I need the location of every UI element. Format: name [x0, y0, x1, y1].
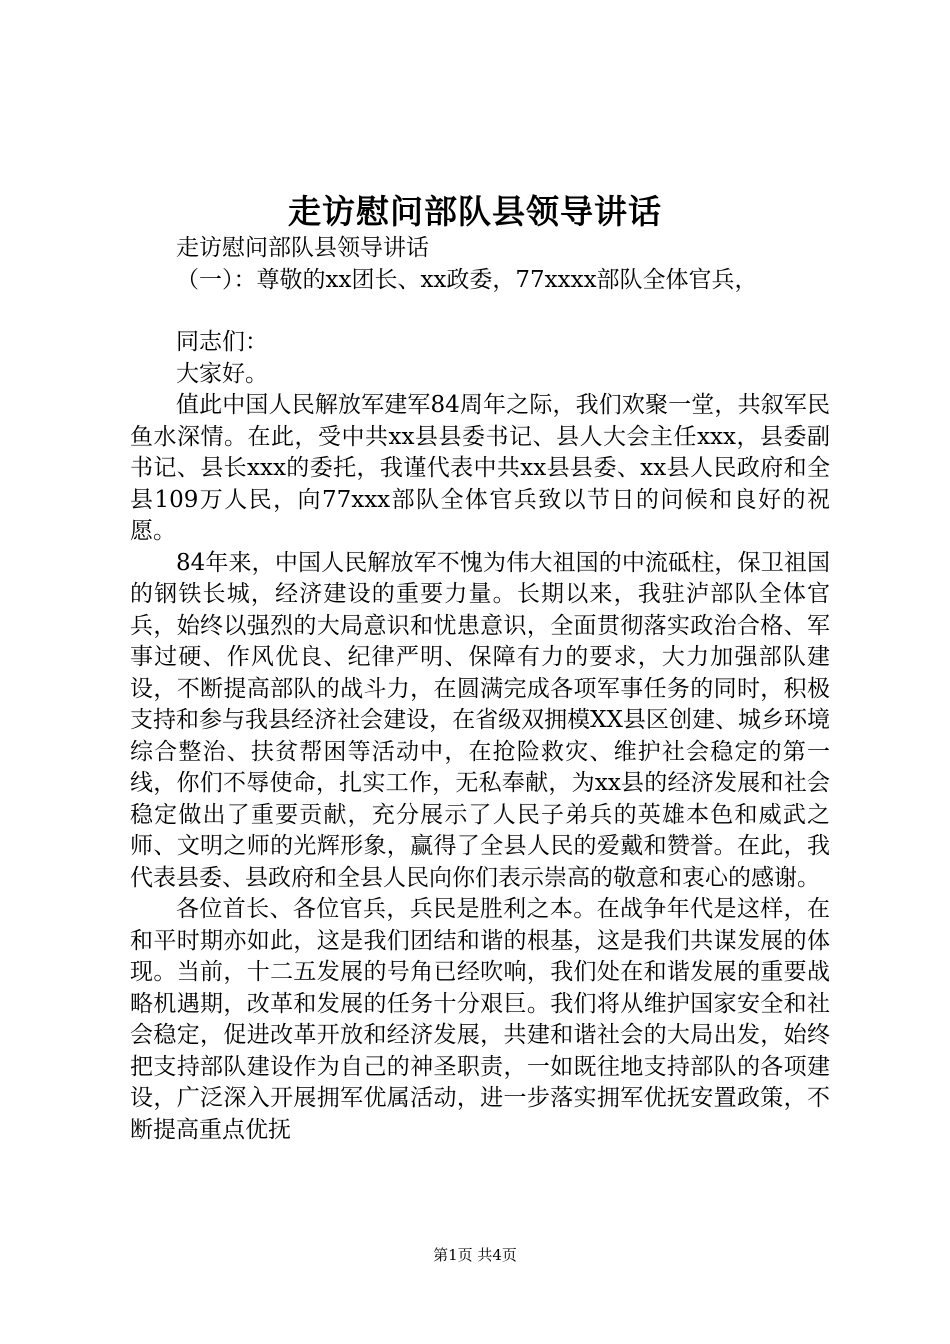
page-footer: 第1页 共4页	[433, 1246, 517, 1264]
paragraph-salutation: （一）：尊敬的xx团长、xx政委，77xxxx部队全体官兵，	[176, 266, 758, 293]
paragraph-greeting: 大家好。	[176, 360, 268, 387]
paragraph-history: 84年来，中国人民解放军不愧为伟大祖国的中流砥柱，保卫祖国的钢铁长城，经济建设的重要力量。长期以来，我驻泸部队全体官兵，始终以强烈的大局意识和忧患意识，全面贯彻落实政治合格、军事过硬、作风优良、纪律严明、保障有力的要求，大力加强部队建设，不断提高部队的战斗力，在圆满完成各项军事任务的同时，积极支持和参与我县经济社会建设，在省级双拥模XX县区创建、城乡环境综合整治、扶贫帮困等活动中，在抢险救灾、维护社会稳定的第一线，你们不辱使命，扎实工作，无私奉献，为xx县的经济发展和社会稳定做出了重要贡献，充分展示了人民子弟兵的英雄本色和威武之师、文明之师的光辉形象，赢得了全县人民的爱戴和赞誉。在此，我代表县委、县政府和全县人民向你们表示崇高的敬意和衷心的感谢。	[130, 549, 830, 891]
document-body	[130, 233, 830, 1146]
paragraph-comrades: 同志们：	[176, 329, 268, 355]
paragraph-anniversary: 值此中国人民解放军建军84周年之际，我们欢聚一堂，共叙军民鱼水深情。在此，受中共xx县县委书记、县人大会主任xxx，县委副书记、县长xxx的委托，我谨代表中共xx县县委、xx县人民政府和全县109万人民，向77xxx部队全体官兵致以节日的问候和良好的祝愿。	[130, 392, 830, 544]
document-title: 走访慰问部队县领导讲话	[288, 192, 662, 231]
paragraph-unity: 各位首长、各位官兵，兵民是胜利之本。在战争年代是这样，在和平时期亦如此，这是我们团结和谐的根基，这是我们共谋发展的体现。当前，十二五发展的号角已经吹响，我们处在和谐发展的重要战略机遇期，改革和发展的任务十分艰巨。我们将从维护国家安全和社会稳定，促进改革开放和经济发展，共建和谐社会的大局出发，始终把支持部队建设作为自己的神圣职责，一如既往地支持部队的各项建设，广泛深入开展拥军优属活动，进一步落实拥军优抚安置政策，不断提高重点优抚	[130, 896, 830, 1143]
paragraph-heading: 走访慰问部队县领导讲话	[176, 235, 429, 261]
